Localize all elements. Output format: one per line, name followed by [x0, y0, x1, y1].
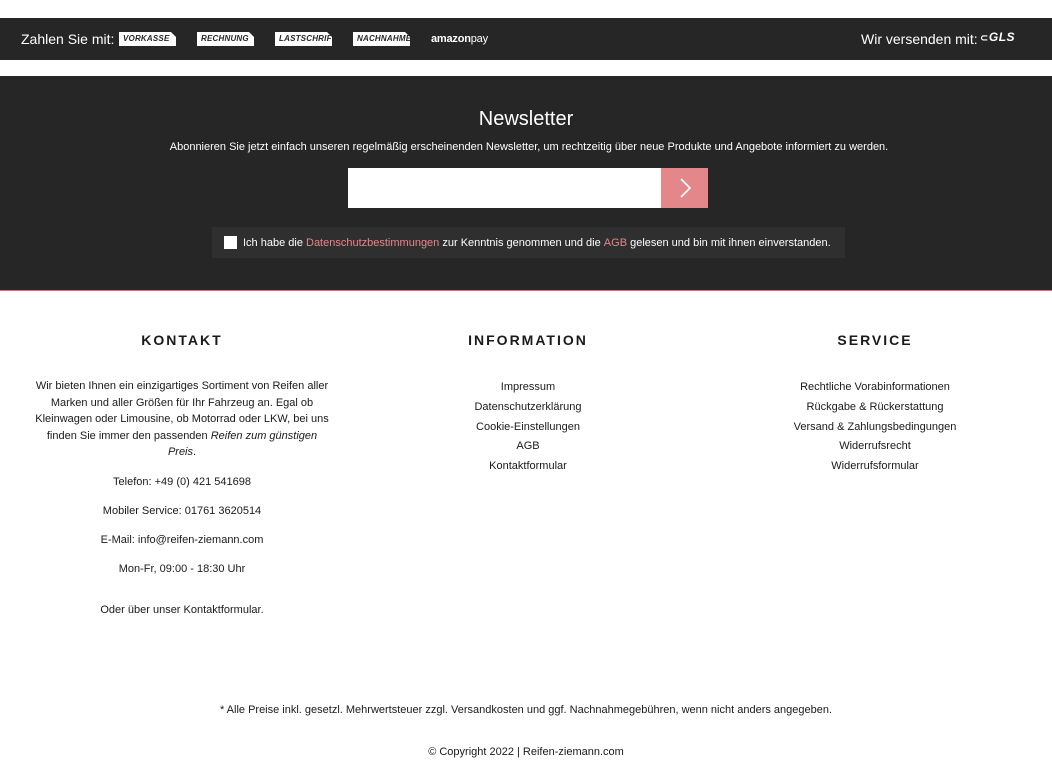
rechnung-logo: RECHNUNG — [197, 32, 254, 46]
shipping-label: Wir versenden mit: — [861, 31, 978, 47]
newsletter-description: Abonnieren Sie jetzt einfach unseren regelmäßig erscheinenden Newsletter, um rechtzeitig über neue Produkte und Angebote informiert zu werden. — [169, 141, 889, 153]
rueckgabe-link[interactable]: Rückgabe & Rückerstattung — [806, 400, 944, 413]
footer-information-column — [363, 332, 693, 477]
payment-bar — [0, 18, 1052, 60]
widerrufsformular-link[interactable]: Widerrufsformular — [831, 460, 919, 473]
versand-zahlung-link[interactable]: Versand & Zahlungsbedingungen — [793, 420, 957, 433]
gls-swoosh-icon: ⊂ — [980, 33, 989, 44]
newsletter-form — [348, 168, 708, 208]
information-links — [363, 378, 693, 477]
kontakt-hours: Mon-Fr, 09:00 - 18:30 Uhr — [118, 562, 246, 575]
footer-service-column — [710, 332, 1040, 477]
vorkasse-logo: VORKASSE — [119, 32, 176, 46]
payment-label: Zahlen Sie mit: — [21, 31, 115, 47]
footer-kontakt-column — [17, 332, 347, 618]
cookie-settings-link[interactable]: Cookie-Einstellungen — [476, 420, 580, 433]
kontakt-about — [32, 378, 332, 461]
newsletter-submit-button[interactable] — [661, 168, 708, 208]
gls-logo — [980, 30, 1015, 44]
newsletter-consent — [212, 227, 845, 258]
kontakt-about-end: . — [193, 446, 197, 458]
consent-text-pre: Ich habe die — [243, 236, 306, 249]
kontakt-form-link[interactable]: Oder über unser Kontaktformular. — [100, 603, 264, 616]
agb-link[interactable]: AGB — [603, 236, 628, 249]
amazon-pay-logo-bold: amazon — [431, 33, 471, 45]
agb-footer-link[interactable]: AGB — [516, 440, 540, 453]
kontakt-mobile: Mobiler Service: 01761 3620514 — [102, 504, 262, 517]
kontaktformular-link[interactable]: Kontaktformular — [489, 460, 567, 473]
consent-text-mid: zur Kenntnis genommen und die — [439, 236, 604, 249]
newsletter-section — [0, 76, 1052, 291]
kontakt-heading: KONTAKT — [141, 332, 223, 348]
information-heading: INFORMATION — [468, 332, 588, 348]
chevron-right-icon — [678, 177, 692, 199]
lastschrift-logo: LASTSCHRIFT — [275, 32, 332, 46]
payment-logos — [119, 32, 488, 46]
amazon-pay-logo — [431, 32, 488, 46]
kontakt-email: E-Mail: info@reifen-ziemann.com — [100, 533, 264, 546]
impressum-link[interactable]: Impressum — [500, 381, 556, 393]
newsletter-email-input[interactable] — [348, 168, 661, 208]
datenschutz-link[interactable]: Datenschutzerklärung — [474, 400, 582, 413]
kontakt-about-emphasis: Reifen zum günstigen Preis — [167, 429, 318, 458]
amazon-pay-logo-rest: pay — [470, 33, 488, 45]
nachnahme-logo: NACHNAHME — [353, 32, 410, 46]
copyright: © Copyright 2022 | Reifen-ziemann.com — [428, 746, 624, 758]
gls-logo-text: GLS — [988, 30, 1016, 44]
newsletter-title: Newsletter — [478, 108, 574, 130]
privacy-policy-link[interactable]: Datenschutzbestimmungen — [306, 236, 440, 249]
widerrufsrecht-link[interactable]: Widerrufsrecht — [839, 440, 911, 453]
vorabinformationen-link[interactable]: Rechtliche Vorabinformationen — [800, 381, 950, 393]
kontakt-about-text: Wir bieten Ihnen ein einzigartiges Sortiment von Reifen aller Marken und aller Größen für Ihr Fahrzeug an. Egal ob Kleinwagen oder Limousine, ob Motorrad oder LKW, bei uns finden Sie immer den passenden — [35, 380, 329, 442]
kontakt-phone: Telefon: +49 (0) 421 541698 — [113, 475, 251, 488]
service-heading: SERVICE — [837, 332, 913, 348]
service-links — [710, 378, 1040, 477]
consent-checkbox[interactable] — [224, 236, 237, 249]
consent-text-post: gelesen und bin mit ihnen einverstanden. — [627, 236, 831, 249]
price-legal-note: * Alle Preise inkl. gesetzl. Mehrwertsteuer zzgl. Versandkosten und ggf. Nachnahmegebühren, wenn nicht anders angegeben. — [219, 704, 833, 716]
